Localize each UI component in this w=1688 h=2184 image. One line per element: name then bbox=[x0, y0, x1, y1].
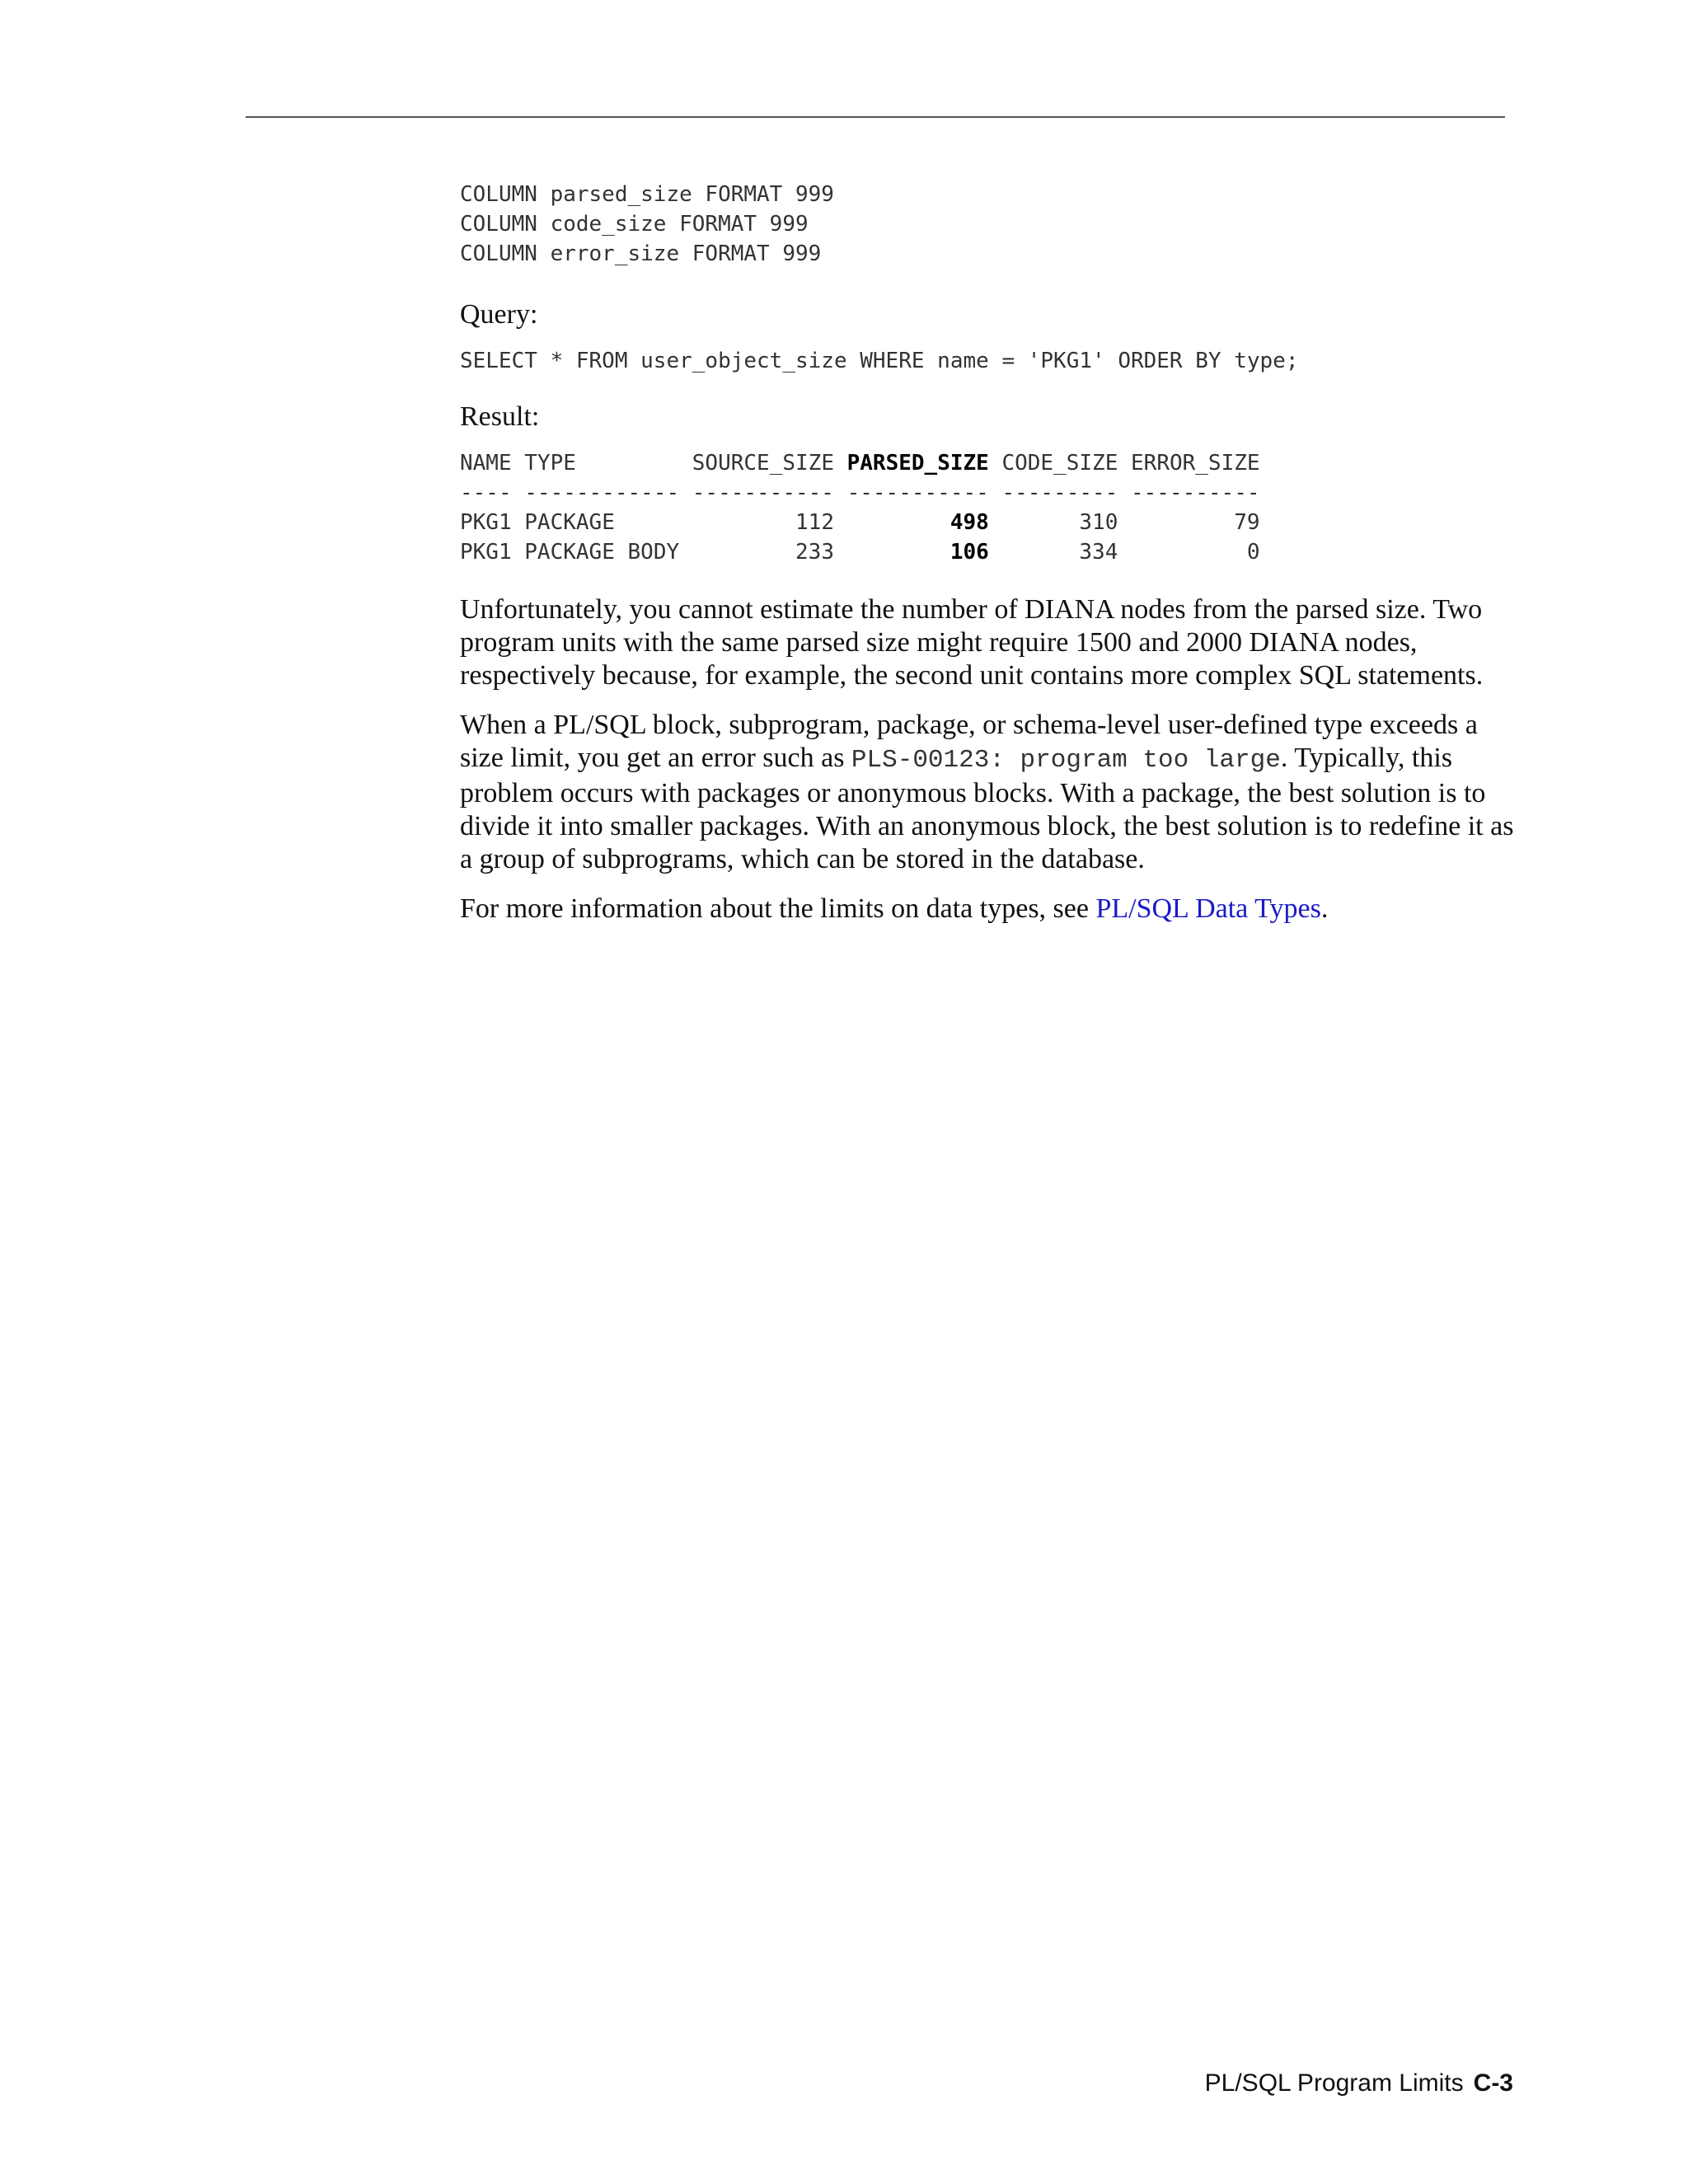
result-label: Result: bbox=[460, 401, 540, 432]
col-code-size-cell: 334 bbox=[1001, 540, 1118, 565]
result-row bbox=[460, 510, 1260, 535]
paragraph-size-limit-after: . Typically, this problem occurs with packages or anonymous blocks. With a package, the best solution is to divide it into smaller packages. With an anonymous block, the best solution is to redefine it as a group of subprograms, which can be stored in the database. bbox=[460, 743, 1514, 874]
code-query: SELECT * FROM user_object_size WHERE name = 'PKG1' ORDER BY type; bbox=[460, 349, 1299, 373]
col-type-cell: PACKAGE BODY bbox=[524, 540, 680, 565]
col-source-size-cell: 112 bbox=[692, 510, 834, 535]
col-source-size-cell: 233 bbox=[692, 540, 834, 565]
col-name-cell: PKG1 bbox=[460, 540, 512, 565]
result-table bbox=[460, 448, 1515, 567]
col-error-size-header: ERROR_SIZE bbox=[1131, 451, 1260, 476]
footer-page-number: C-3 bbox=[1473, 2069, 1513, 2097]
page-content bbox=[460, 180, 1515, 926]
paragraph-more-info bbox=[460, 893, 1515, 926]
page-footer bbox=[1205, 2069, 1513, 2098]
col-type-cell: PACKAGE bbox=[524, 510, 680, 535]
col-type-header: TYPE bbox=[524, 451, 680, 476]
link-plsql-data-types[interactable]: PL/SQL Data Types bbox=[1095, 893, 1321, 924]
col-parsed-size-cell: 498 bbox=[846, 510, 989, 535]
col-error-size-cell: 79 bbox=[1131, 510, 1260, 535]
col-name-header: NAME bbox=[460, 451, 512, 476]
paragraph-more-info-before: For more information about the limits on data types, see bbox=[460, 893, 1096, 924]
col-parsed-size-header: PARSED_SIZE bbox=[846, 451, 989, 476]
col-code-size-cell: 310 bbox=[1001, 510, 1118, 535]
error-code-inline: PLS-00123: program too large bbox=[851, 746, 1281, 775]
col-error-size-cell: 0 bbox=[1131, 540, 1260, 565]
header-rule bbox=[246, 116, 1505, 118]
result-row bbox=[460, 540, 1260, 565]
paragraph-size-limit-before: When a PL/SQL block, subprogram, package, or schema-level user-defined type exceeds a size limit, you get an error such as bbox=[460, 710, 1478, 773]
footer-section-title: PL/SQL Program Limits bbox=[1204, 2069, 1464, 2097]
paragraph-size-limit bbox=[460, 709, 1515, 876]
col-code-size-header: CODE_SIZE bbox=[1001, 451, 1118, 476]
code-column-formats: COLUMN parsed_size FORMAT 999 COLUMN code_size FORMAT 999 COLUMN error_size FORMAT 999 bbox=[460, 182, 834, 266]
col-name-cell: PKG1 bbox=[460, 510, 512, 535]
col-parsed-size-cell: 106 bbox=[846, 540, 989, 565]
query-label: Query: bbox=[460, 299, 538, 330]
paragraph-more-info-after: . bbox=[1320, 893, 1329, 924]
result-separator-row: ---- ------------ ----------- ----------- --------- ---------- bbox=[460, 480, 1260, 505]
col-source-size-header: SOURCE_SIZE bbox=[692, 451, 834, 476]
result-header-row bbox=[460, 451, 1260, 476]
paragraph-diana-nodes: Unfortunately, you cannot estimate the number of DIANA nodes from the parsed size. Two program units with the same parsed size might require 1500 and 2000 DIANA nodes, respectively because, for example, the second unit contains more complex SQL statements. bbox=[460, 594, 1484, 691]
